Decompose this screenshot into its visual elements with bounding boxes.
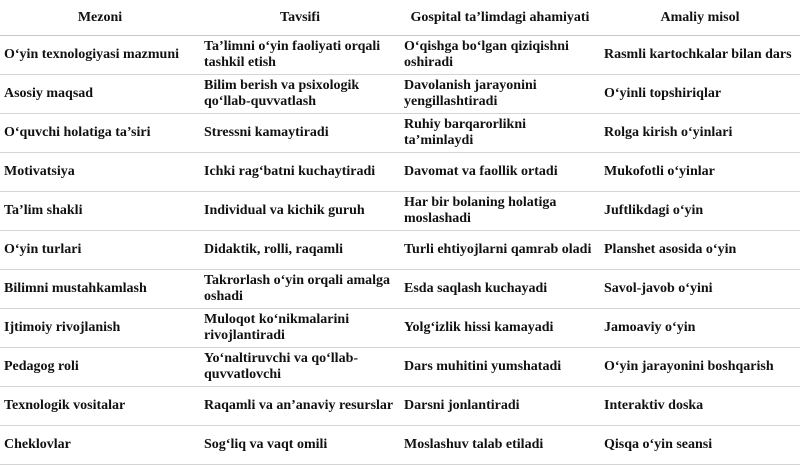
table-cell: Didaktik, rolli, raqamli xyxy=(200,231,400,270)
table-cell: Takrorlash o‘yin orqali amalga oshadi xyxy=(200,270,400,309)
table-cell: Rolga kirish o‘yinlari xyxy=(600,114,800,153)
column-header-practical-example: Amaliy misol xyxy=(600,0,800,36)
table-cell: Darsni jonlantiradi xyxy=(400,387,600,426)
table-cell: O‘yinli topshiriqlar xyxy=(600,75,800,114)
table-cell: Texnologik vositalar xyxy=(0,387,200,426)
table-row xyxy=(0,231,800,270)
table-cell: Ichki rag‘batni kuchaytiradi xyxy=(200,153,400,192)
table-cell: Yolg‘izlik hissi kamayadi xyxy=(400,309,600,348)
table-cell: Bilimni mustahkamlash xyxy=(0,270,200,309)
table-row xyxy=(0,387,800,426)
table-row xyxy=(0,348,800,387)
table-header-row xyxy=(0,0,800,36)
table-cell: Ijtimoiy rivojlanish xyxy=(0,309,200,348)
table-cell: Qisqa o‘yin seansi xyxy=(600,426,800,465)
table-cell: Turli ehtiyojlarni qamrab oladi xyxy=(400,231,600,270)
table-cell: Muloqot ko‘nikmalarini rivojlantiradi xyxy=(200,309,400,348)
table-row xyxy=(0,192,800,231)
column-header-description: Tavsifi xyxy=(200,0,400,36)
table-cell: Ta’limni o‘yin faoliyati orqali tashkil etish xyxy=(200,36,400,75)
table-row xyxy=(0,309,800,348)
table-cell: Sog‘liq va vaqt omili xyxy=(200,426,400,465)
table-cell: O‘yin turlari xyxy=(0,231,200,270)
table-cell: Motivatsiya xyxy=(0,153,200,192)
table-cell: Individual va kichik guruh xyxy=(200,192,400,231)
table-cell: Interaktiv doska xyxy=(600,387,800,426)
table-row xyxy=(0,270,800,309)
table-cell: Raqamli va an’anaviy resurslar xyxy=(200,387,400,426)
table-cell: Stressni kamaytiradi xyxy=(200,114,400,153)
table-cell: Juftlikdagi o‘yin xyxy=(600,192,800,231)
table-row xyxy=(0,75,800,114)
table-row xyxy=(0,153,800,192)
table-row xyxy=(0,114,800,153)
table-cell: Savol-javob o‘yini xyxy=(600,270,800,309)
column-header-criterion: Mezoni xyxy=(0,0,200,36)
table-cell: Asosiy maqsad xyxy=(0,75,200,114)
table-cell: Dars muhitini yumshatadi xyxy=(400,348,600,387)
table-cell: Mukofotli o‘yinlar xyxy=(600,153,800,192)
table-cell: O‘quvchi holatiga ta’siri xyxy=(0,114,200,153)
table-cell: Rasmli kartochkalar bilan dars xyxy=(600,36,800,75)
column-header-hospital-importance: Gospital ta’limdagi ahamiyati xyxy=(400,0,600,36)
table-cell: O‘qishga bo‘lgan qiziqishni oshiradi xyxy=(400,36,600,75)
table-cell: Bilim berish va psixologik qo‘llab-quvvatlash xyxy=(200,75,400,114)
table-cell: Yo‘naltiruvchi va qo‘llab-quvvatlovchi xyxy=(200,348,400,387)
table-cell: Har bir bolaning holatiga moslashadi xyxy=(400,192,600,231)
table-cell: Moslashuv talab etiladi xyxy=(400,426,600,465)
table-cell: Cheklovlar xyxy=(0,426,200,465)
table-cell: Ta’lim shakli xyxy=(0,192,200,231)
table-cell: Davomat va faollik ortadi xyxy=(400,153,600,192)
table-cell: Jamoaviy o‘yin xyxy=(600,309,800,348)
table-cell: Ruhiy barqarorlikni ta’minlaydi xyxy=(400,114,600,153)
table-row xyxy=(0,36,800,75)
table-cell: Planshet asosida o‘yin xyxy=(600,231,800,270)
table-row xyxy=(0,426,800,465)
table-cell: O‘yin texnologiyasi mazmuni xyxy=(0,36,200,75)
table-cell: Pedagog roli xyxy=(0,348,200,387)
table-cell: Esda saqlash kuchayadi xyxy=(400,270,600,309)
table-cell: Davolanish jarayonini yengillashtiradi xyxy=(400,75,600,114)
table-cell: O‘yin jarayonini boshqarish xyxy=(600,348,800,387)
